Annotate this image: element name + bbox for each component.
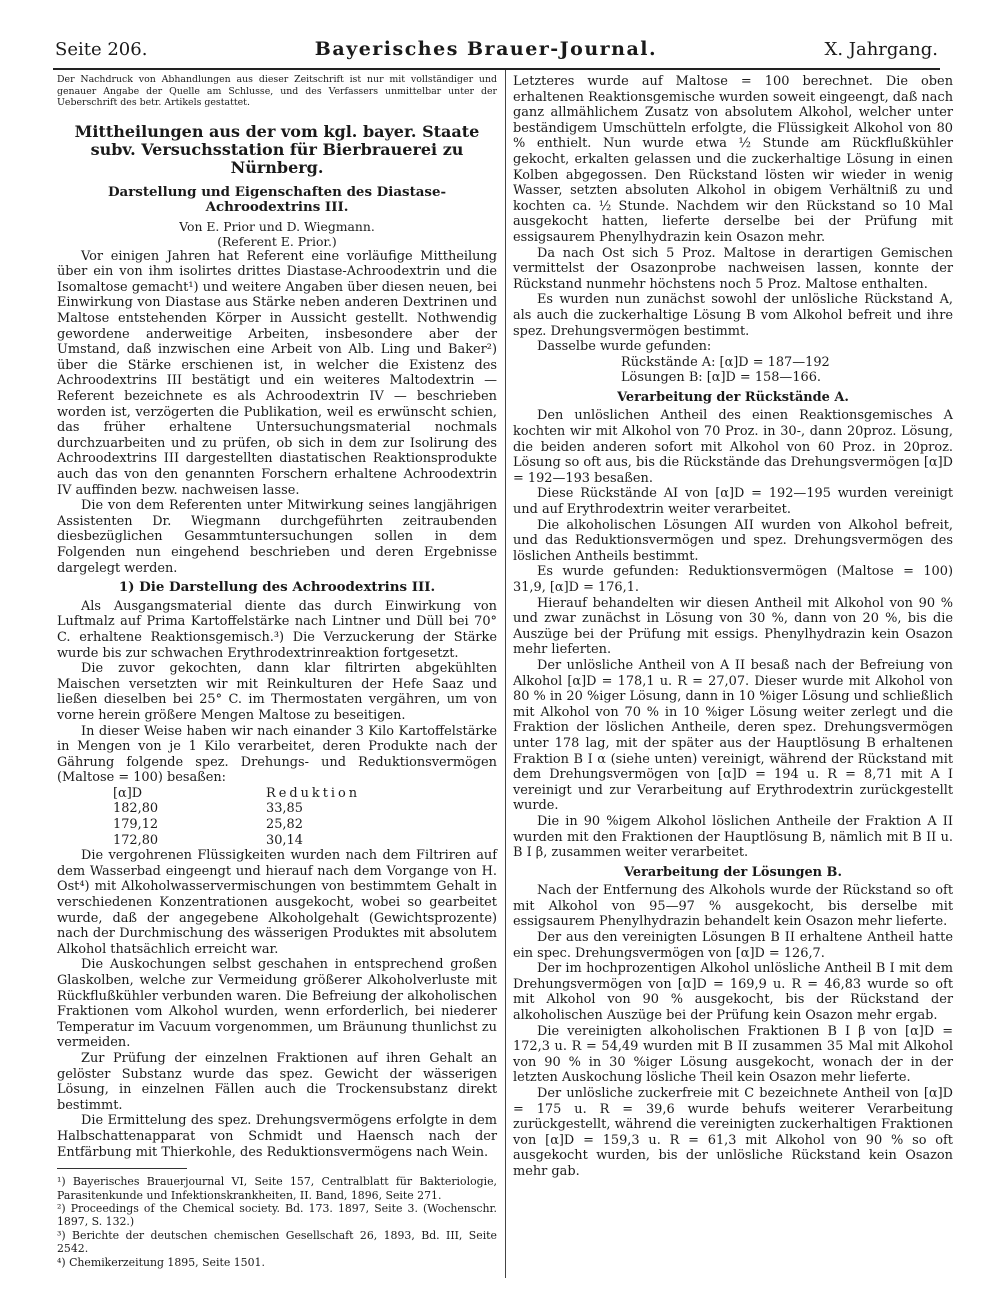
table-cell: 182,80 <box>113 801 159 817</box>
article-referent: (Referent E. Prior.) <box>217 233 337 249</box>
table-cell: 30,14 <box>266 832 303 848</box>
table-header-reduction: Reduktion <box>266 785 361 801</box>
body-paragraph: Letzteres wurde auf Maltose = 100 berechnet. Die oben erhaltenen Reaktionsgemische wurden soweit eingeengt, daß nach ganz allmählichem Zusatz von absolutem Alkohol, welcher unter beständigem Umschütteln erfolgte, die Flüssigkeit Alkohol von 80 % enthielt. Nun wurde etwa ½ Stunde am Rückflußkühler gekocht, erkalten gelassen und die zuckerhaltige Lösung in einen Kolben abgegossen. Den Rückstand lösten wir wieder in wenig Wasser, setzten absoluten Alkohol in obigem Verhältniß zu und kochten ca. ½ Stunde. Nachdem wir den Rückstand so 10 Mal ausgekocht hatten, lieferte derselbe bei der Prüfung mit essigsaurem Phenylhydrazin kein Osazon mehr. <box>513 74 953 245</box>
body-paragraph: Der aus den vereinigten Lösungen B II erhaltene Antheil hatte ein spec. Drehungsvermögen von [α]D = 126,7. <box>513 930 953 961</box>
body-paragraph: Die in 90 %igem Alkohol löslichen Antheile der Fraktion A II wurden mit den Fraktionen der Hauptlösung B, nämlich mit B II u. B I β, zusammen weiter verarbeitet. <box>513 813 953 861</box>
footnote: ⁴) Chemikerzeitung 1895, Seite 1501. <box>57 1255 265 1269</box>
body-paragraph: Die Ermittelung des spez. Drehungsvermögens erfolgte in dem Halbschattenapparat von Schmidt und Haensch nach der Entfärbung mit Thierkohle, des Reduktionsvermögens nach Wein. <box>57 1113 497 1160</box>
table-cell: 179,12 <box>113 817 159 833</box>
volume-year: X. Jahrgang. <box>824 38 938 60</box>
body-paragraph: Den unlöslichen Antheil des einen Reaktionsgemisches A kochten wir mit Alkohol von 70 Proz. in 30-, dann 20proz. Lösung, die beiden anderen sofort mit Alkohol von 60 Proz. in 20proz. Lösung so oft aus, bis die Rückstände das Drehungsvermögen [α]D = 192—193 besaßen. <box>513 408 953 486</box>
body-paragraph: Da nach Ost sich 5 Proz. Maltose in derartigen Gemischen vermittelst der Osazonprobe nachweisen lassen, konnte der Rückstand nunmehr höchstens noch 5 Proz. Maltose enthalten. <box>513 245 953 292</box>
table-row <box>107 801 366 817</box>
body-paragraph: Der unlösliche Antheil von A II besaß nach der Befreiung von Alkohol [α]D = 178,1 u. R = 27,07. Dieser wurde mit Alkohol von 80 % in 20 %iger Lösung, dann in 10 %iger Lösung und schließlich mit Alkohol von 70 % in 10 %iger Lösung weiter zerlegt und die Fraktion der löslichen Antheile, deren spez. Drehungsvermögen unter 178 lag, mit der später aus der Hauptlösung B erhaltenen Fraktion B I α (siehe unten) vereinigt, während der Rückstand mit dem Drehungsvermögen von [α]D = 194 u. R = 8,71 mit A I vereinigt und zur Verarbeitung auf Erythrodextrin zurückgestellt wurde. <box>513 657 953 814</box>
left-column <box>57 74 497 1269</box>
result-line: Lösungen B: [α]D = 158—166. <box>621 370 822 386</box>
article-authors: Von E. Prior und D. Wiegmann. <box>179 218 375 234</box>
article-series-title: Mittheilungen aus der vom kgl. bayer. Staate subv. Versuchsstation für Bierbrauerei zu Nürnberg. <box>74 121 480 177</box>
table-row <box>107 817 366 833</box>
article-title: Darstellung und Eigenschaften des Diastase-Achroodextrins III. <box>107 183 447 216</box>
body-paragraph: Die Auskochungen selbst geschahen in entsprechend großen Glaskolben, welche zur Vermeidung größerer Alkoholverluste mit Rückflußkühler verbunden waren. Die Befreiung der alkoholischen Fraktionen vom Alkohol wurden, wenn erforderlich, bei niederer Temperatur im Vacuum vorgenommen, um Bräunung thunlichst zu vermeiden. <box>57 957 497 1051</box>
footnote: ¹) Bayerisches Brauerjournal VI, Seite 157, Centralblatt für Bakteriologie, Parasitenkunde und Infektionskrankheiten, II. Band, 1896, Seite 271. <box>57 1175 497 1202</box>
footnote: ²) Proceedings of the Chemical society. Bd. 173. 1897, Seite 3. (Wochenschr. 1897, S. 132.) <box>57 1201 497 1229</box>
footnote: ³) Berichte der deutschen chemischen Gesellschaft 26, 1893, Bd. III, Seite 2542. <box>57 1228 497 1256</box>
body-paragraph: Als Ausgangsmaterial diente das durch Einwirkung von Luftmalz auf Prima Kartoffelstärke nach Lintner und Düll bei 70° C. erhaltene Reaktionsgemisch.³) Die Verzuckerung der Stärke wurde bis zur schwachen Erythrodextrinreaktion fortgesetzt. <box>57 598 497 661</box>
subsection-heading: Verarbeitung der Rückstände A. <box>617 389 849 405</box>
body-paragraph: Diese Rückstände AI von [α]D = 192—195 wurden vereinigt und auf Erythrodextrin weiter verarbeitet. <box>513 486 953 518</box>
body-paragraph: Es wurden nun zunächst sowohl der unlösliche Rückstand A, als auch die zuckerhaltige Lösung B vom Alkohol befreit und ihre spez. Drehungsvermögen bestimmt. <box>513 292 953 339</box>
body-paragraph: Die von dem Referenten unter Mitwirkung seines langjährigen Assistenten Dr. Wiegmann durchgeführten zeitraubenden diesbezüglichen Gesammtuntersuchungen sollen in dem Folgenden nun eingehend beschrieben und deren Ergebnisse dargelegt werden. <box>57 498 497 576</box>
body-paragraph: Die vereinigten alkoholischen Fraktionen B I β von [α]D = 172,3 u. R = 54,49 wurden mit B II zusammen 35 Mal mit Alkohol von 90 % in 30 %iger Lösung ausgekocht, wonach der in der letzten Auskochung lösliche Theil kein Osazon mehr lieferte. <box>513 1023 953 1086</box>
body-paragraph: Dasselbe wurde gefunden: <box>537 339 712 355</box>
header-rule <box>53 68 940 70</box>
journal-title: Bayerisches Brauer-Journal. <box>314 38 658 60</box>
body-paragraph: Der im hochprozentigen Alkohol unlösliche Antheil B I mit dem Drehungsvermögen von [α]D = 169,9 u. R = 46,83 wurde so oft mit Alkohol von 90 % ausgekocht, bis der Rückstand der alkoholischen Auszüge bei der Prüfung kein Osazon mehr ergab. <box>513 961 953 1024</box>
body-paragraph: Zur Prüfung der einzelnen Fraktionen auf ihren Gehalt an gelöster Substanz wurde das spez. Gewicht der wässerigen Lösung, in einzelnen Fällen auch die Trockensubstanz direkt bestimmt. <box>57 1050 497 1113</box>
body-paragraph: Der unlösliche zuckerfreie mit C bezeichnete Antheil von [α]D = 175 u. R = 39,6 wurde behufs weiterer Verarbeitung zurückgestellt, während die vereinigten zuckerhaltigen Fraktionen von [α]D = 159,3 u. R = 61,3 mit Alkohol von 90 % so oft ausgekocht wurden, bis der unlösliche Rückstand kein Osazon mehr gab. <box>513 1086 953 1179</box>
table-header-row <box>107 786 366 802</box>
body-paragraph: Es wurde gefunden: Reduktionsvermögen (Maltose = 100) 31,9, [α]D = 176,1. <box>513 564 953 595</box>
body-paragraph: Vor einigen Jahren hat Referent eine vorläufige Mittheilung über ein von ihm isolirtes drittes Diastase-Achroodextrin und die Isomaltose gemacht¹) und weitere Angaben über diesen neuen, bei Einwirkung von Diastase aus Stärke neben anderen Dextrinen und Maltose entstehenden Körper in Aussicht gestellt. Nothwendig gewordene anderweitige Arbeiten, insbesondere aber der Umstand, daß inzwischen eine Arbeit von Alb. Ling und Baker²) über die Stärke erschienen ist, in welcher die Existenz des Achroodextrins III bestätigt und ein weiteres Maltodextrin — Referent bezeichnete es als Achroodextrin IV — beschrieben worden ist, verzögerten die Publikation, weil es erwünscht schien, das früher erhaltene Untersuchungsmaterial nochmals durchzuarbeiten und zu prüfen, ob sich in dem zur Isolirung des Achroodextrins III dargestellten diastatischen Reaktionsprodukte auch das von den genannten Forschern erhaltene Achroodextrin IV auffinden bezw. nachweisen lasse. <box>57 248 497 498</box>
body-paragraph: Die zuvor gekochten, dann klar filtrirten abgekühlten Maischen versetzten wir mit Reinkulturen der Hefe Saaz und ließen dieselben bei 25° C. im Thermostaten vergähren, um von vorne herein größere Mengen Maltose zu beseitigen. <box>57 661 497 723</box>
column-divider <box>505 70 506 1278</box>
subsection-heading: Verarbeitung der Lösungen B. <box>624 864 842 880</box>
table-row <box>107 833 366 849</box>
table-cell: 172,80 <box>113 832 159 848</box>
body-paragraph: In dieser Weise haben wir nach einander 3 Kilo Kartoffelstärke in Mengen von je 1 Kilo verarbeitet, deren Produkte nach der Gährung folgende spez. Drehungs- und Reduktionsvermögen (Maltose = 100) besaßen: <box>57 723 497 786</box>
body-paragraph: Die alkoholischen Lösungen AII wurden von Alkohol befreit, und das Reduktionsvermögen und spez. Drehungsvermögen des löslichen Antheils bestimmt. <box>513 517 953 564</box>
body-paragraph: Nach der Entfernung des Alkohols wurde der Rückstand so oft mit Alkohol von 95—97 % ausgekocht, bis derselbe mit essigsaurem Phenylhydrazin behandelt kein Osazon mehr lieferte. <box>513 883 953 930</box>
result-line: Rückstände A: [α]D = 187—192 <box>621 354 830 370</box>
section-heading: 1) Die Darstellung des Achroodextrins III. <box>118 579 436 596</box>
body-paragraph: Hierauf behandelten wir diesen Antheil mit Alkohol von 90 % und zwar zunächst in Lösung von 30 %, dann von 20 %, bis die Auszüge bei der Prüfung mit essigs. Phenylhydrazin kein Osazon mehr lieferten. <box>513 595 953 658</box>
page-header <box>55 32 938 66</box>
reprint-notice: Der Nachdruck von Abhandlungen aus dieser Zeitschrift ist nur mit vollständiger und genauer Angabe der Quelle am Schlusse, und des Verfassers unmittelbar unter der Ueberschrift des betr. Artikels gestattet. <box>57 74 497 108</box>
rotation-reduction-table <box>107 786 366 848</box>
right-column <box>513 74 953 1180</box>
table-cell: 33,85 <box>266 801 303 817</box>
table-cell: 25,82 <box>266 817 303 833</box>
footnote-rule <box>57 1168 187 1169</box>
table-header-rotation: [α]D <box>113 785 143 801</box>
body-paragraph: Die vergohrenen Flüssigkeiten wurden nach dem Filtriren auf dem Wasserbad eingeengt und hierauf nach dem Vorgange von H. Ost⁴) mit Alkoholwasservermischungen von bestimmtem Gehalt in verschiedenen Konzentrationen ausgekocht, wobei so gearbeitet wurde, daß der angegebene Alkoholgehalt (Gewichtsprozente) nach der Durchmischung des wässerigen Produktes mit absolutem Alkohol thatsächlich erreicht war. <box>57 848 497 957</box>
page-number: Seite 206. <box>55 38 148 60</box>
